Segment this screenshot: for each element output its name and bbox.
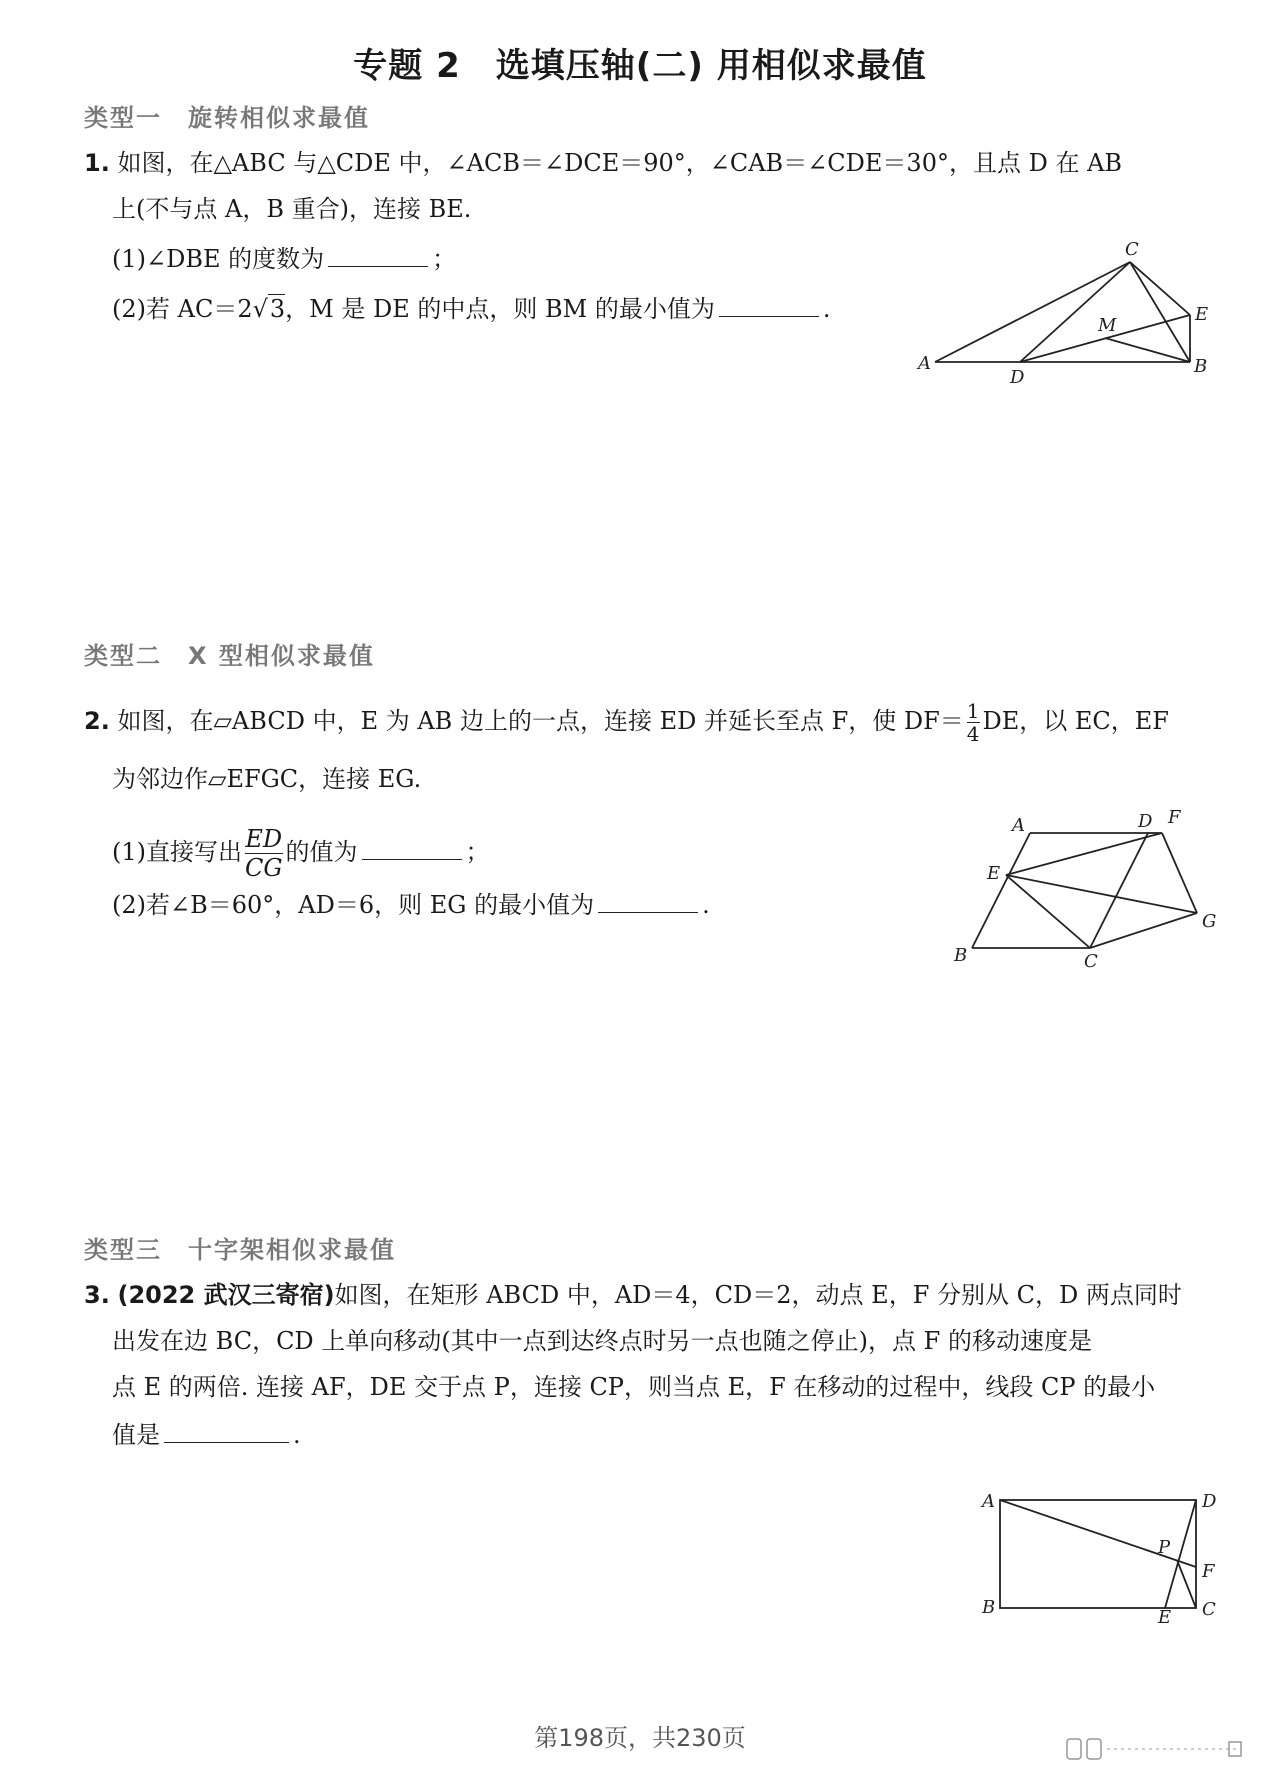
label-d: D bbox=[1010, 367, 1025, 385]
edge-cg bbox=[1090, 913, 1197, 948]
q3-figure bbox=[970, 1485, 1220, 1625]
q2-part-1-text-a: (1)直接写出 bbox=[112, 838, 242, 866]
label-a: A bbox=[1012, 815, 1025, 836]
q1-text-2: 上(不与点 A，B 重合)，连接 BE. bbox=[112, 195, 472, 223]
q2-text-2: 为邻边作▱EFGC，连接 EG. bbox=[112, 765, 422, 793]
page-scroll-icon[interactable] bbox=[1065, 1736, 1245, 1762]
edge-ef bbox=[1006, 833, 1162, 875]
edge-fg bbox=[1162, 833, 1197, 913]
label-e: E bbox=[1195, 304, 1209, 325]
label-p: P bbox=[1158, 1537, 1171, 1558]
q2-number: 2. bbox=[84, 707, 110, 735]
q1-part-2-text-b: ，M 是 DE 的中点，则 BM 的最小值为 bbox=[285, 295, 715, 323]
q1-part-2 bbox=[112, 292, 831, 326]
answer-blank[interactable] bbox=[598, 911, 698, 913]
label-f: F bbox=[1202, 1561, 1215, 1582]
q1-radicand: 3 bbox=[269, 295, 286, 323]
edge-ac bbox=[935, 262, 1130, 362]
q3-number: 3. bbox=[84, 1281, 110, 1309]
frac-num: ED bbox=[245, 825, 283, 853]
fraction-ed-over-cg bbox=[245, 825, 283, 882]
q1-part-1-text: (1)∠DBE 的度数为 bbox=[112, 245, 325, 273]
label-e: E bbox=[1158, 1607, 1172, 1625]
q3-line-1 bbox=[84, 1278, 1182, 1312]
q1-part-1 bbox=[112, 242, 456, 276]
fraction-one-quarter bbox=[967, 700, 980, 745]
page-footer: 第198页，共230页 bbox=[534, 1724, 746, 1752]
q2-line-1 bbox=[84, 700, 1169, 745]
label-e: E bbox=[987, 863, 1001, 884]
page-title: 专题 2 选填压轴(二) 用相似求最值 bbox=[353, 46, 927, 86]
label-m: M bbox=[1098, 315, 1117, 336]
edge-ec bbox=[1006, 875, 1090, 948]
label-c: C bbox=[1084, 951, 1098, 972]
q3-source: (2022 武汉三寄宿) bbox=[117, 1281, 335, 1309]
frac-den: 4 bbox=[966, 722, 980, 746]
q1-part-2-end: . bbox=[822, 295, 831, 323]
q2-part-1-end: ； bbox=[465, 838, 490, 866]
q2-part-2 bbox=[112, 888, 710, 922]
label-a: A bbox=[918, 353, 931, 374]
frac-num: 1 bbox=[966, 699, 980, 723]
q2-part-1-text-b: 的值为 bbox=[285, 838, 358, 866]
q2-part-2-end: . bbox=[702, 891, 710, 919]
sqrt-symbol: √ bbox=[252, 295, 268, 323]
frac-den: CG bbox=[245, 854, 283, 882]
q3-text-3: 点 E 的两倍. 连接 AF，DE 交于点 P，连接 CP，则当点 E，F 在移动的过程中，线段 CP 的最小 bbox=[112, 1373, 1156, 1401]
answer-blank[interactable] bbox=[164, 1441, 289, 1443]
q2-part-2-text: (2)若∠B＝60°，AD＝6，则 EG 的最小值为 bbox=[112, 891, 595, 919]
section-heading-type-1: 类型一 旋转相似求最值 bbox=[84, 104, 370, 132]
edge-ce bbox=[1130, 262, 1190, 315]
q2-figure bbox=[940, 805, 1230, 975]
label-b: B bbox=[1194, 356, 1208, 377]
label-g: G bbox=[1202, 911, 1217, 932]
label-c: C bbox=[1202, 1599, 1216, 1620]
q1-part-2-text-a: (2)若 AC＝2 bbox=[112, 295, 253, 323]
q3-text-4-end: . bbox=[293, 1421, 301, 1449]
answer-blank[interactable] bbox=[719, 315, 819, 317]
q3-text-2: 出发在边 BC，CD 上单向移动(其中一点到达终点时另一点也随之停止)，点 F 的移动速度是 bbox=[112, 1327, 1092, 1355]
q1-part-1-end: ； bbox=[432, 245, 457, 273]
q1-text-1: 如图，在△ABC 与△CDE 中，∠ACB＝∠DCE＝90°，∠CAB＝∠CDE＝30°，且点 D 在 AB bbox=[117, 149, 1123, 177]
q3-text-4: 值是 bbox=[112, 1421, 160, 1449]
q2-text-1b: DE，以 EC，EF bbox=[982, 707, 1169, 735]
q3-text-1: 如图，在矩形 ABCD 中，AD＝4，CD＝2，动点 E，F 分别从 C，D 两点同时 bbox=[334, 1281, 1182, 1309]
label-c: C bbox=[1125, 239, 1139, 260]
q2-text-1a: 如图，在▱ABCD 中，E 为 AB 边上的一点，连接 ED 并延长至点 F，使 DF＝ bbox=[117, 707, 964, 735]
edge-eg bbox=[1006, 875, 1197, 913]
label-b: B bbox=[954, 945, 968, 966]
section-heading-type-3: 类型三 十字架相似求最值 bbox=[84, 1236, 396, 1264]
edge-cp bbox=[1177, 1560, 1196, 1608]
answer-blank[interactable] bbox=[362, 858, 462, 860]
label-a: A bbox=[982, 1491, 995, 1512]
label-d: D bbox=[1138, 811, 1153, 832]
answer-blank[interactable] bbox=[328, 265, 428, 267]
label-d: D bbox=[1202, 1491, 1217, 1512]
label-b: B bbox=[982, 1597, 996, 1618]
section-heading-type-2: 类型二 X 型相似求最值 bbox=[84, 642, 375, 670]
label-f: F bbox=[1168, 807, 1181, 828]
q3-line-4 bbox=[112, 1418, 301, 1452]
q1-line-1 bbox=[84, 146, 1122, 180]
q1-number: 1. bbox=[84, 149, 110, 177]
edge-ab bbox=[972, 833, 1030, 948]
q2-part-1 bbox=[112, 825, 490, 882]
q1-figure bbox=[900, 235, 1230, 385]
